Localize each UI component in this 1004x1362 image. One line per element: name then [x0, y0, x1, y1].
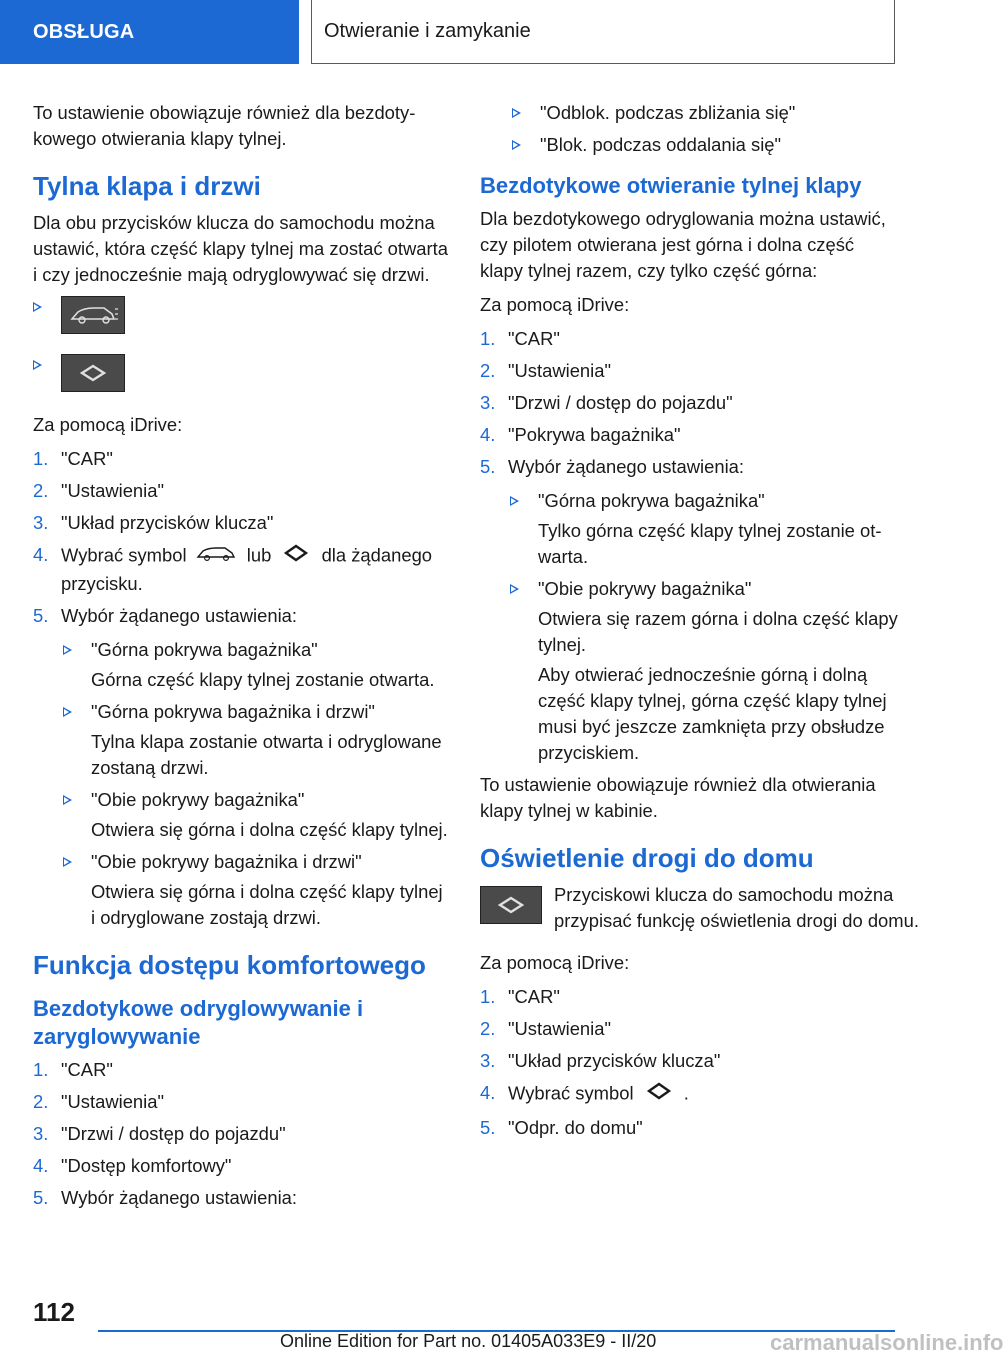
bullet-triangle-icon	[510, 496, 519, 506]
bullet-triangle-icon	[33, 360, 42, 370]
option-item: "Odblok. podczas zbliżania się"	[510, 100, 900, 126]
options-list	[61, 637, 451, 931]
left-column	[33, 100, 451, 1217]
option-item: "Górna pokrywa bagażnika" Górna część klapy tylnej zostanie otwarta.	[61, 637, 451, 693]
bullet-triangle-icon	[512, 108, 521, 118]
heading-keyless-tailgate: Bezdotykowe otwieranie tylnej klapy	[480, 173, 862, 198]
follow-me-home-text: Przyciskowi klucza do samochodu można przypisać funkcję oświetlenia drogi do domu.	[554, 884, 919, 931]
option-item: "Obie pokrywy bagażnika i drzwi" Otwiera się górna i dolna część klapy tylnej i odryglowane zostają drzwi.	[61, 849, 451, 931]
footer-edition: Online Edition for Part no. 01405A033E9 - II/20	[280, 1331, 657, 1351]
right-column	[480, 100, 919, 1147]
list-item: 3. "Drzwi / dostęp do pojazdu"	[480, 392, 733, 413]
idrive-label: Za pomocą iDrive:	[480, 294, 630, 315]
bullet-triangle-icon	[512, 140, 521, 150]
bullet-triangle-icon	[63, 795, 72, 805]
option-diamond-icon	[33, 354, 451, 400]
watermark: carmanualsonline.info	[770, 1330, 1004, 1355]
option-item: "Górna pokrywa bagażnika i drzwi" Tylna klapa zostanie otwarta i odryglowane zostaną drzwi.	[61, 699, 451, 781]
keyless-tailgate-text: Dla bezdotykowego odryglowania można ustawić, czy pilotem otwierana jest górna i dolna część klapy tylnej razem, czy tylko część górna:	[480, 208, 886, 281]
option-item: "Obie pokrywy bagażnika" Otwiera się górna i dolna część klapy tylnej.	[61, 787, 451, 843]
list-item: 2. "Ustawienia"	[480, 1018, 612, 1039]
intro-text: To ustawienie obowiązuje również dla bezdotykowego otwierania klapy tylnej.	[33, 102, 416, 149]
list-item: 5. Wybór żądanego ustawienia:	[33, 1187, 297, 1208]
list-item: 3. "Drzwi / dostęp do pojazdu"	[33, 1123, 286, 1144]
header-section: OBSŁUGA	[0, 0, 299, 64]
list-item: 4. Wybrać symbol .	[480, 1080, 900, 1109]
diamond-icon	[276, 542, 316, 571]
bullet-triangle-icon	[510, 584, 519, 594]
steps-list-home	[480, 984, 900, 1141]
list-item: 2. "Ustawienia"	[33, 480, 165, 501]
list-item: 3. "Układ przycisków klucza"	[33, 512, 274, 533]
tailgate-text: Dla obu przycisków klucza do samochodu można ustawić, która część klapy tylnej ma zostać otwarta i czy jednocześnie mają odryglowywać się drzwi.	[33, 212, 448, 285]
list-item: 5. Wybór żądanego ustawienia: "Górna pokrywa bagażnika" Tylko górna część klapy tylnej zostanie otwarta. "Obie pokrywy bagażnika" Otwiera się razem górna i dolna część klapy tylnej. Aby otwierać jednocześnie górną i dolną część klapy tylnej, górna część klapy tylnej musi być jeszcze zamknięta przy obsłudze przyciskiem.	[480, 454, 900, 766]
car-tailgate-button-icon	[61, 296, 125, 334]
option-item: "Górna pokrywa bagażnika" Tylko górna część klapy tylnej zostanie otwarta.	[508, 488, 900, 570]
bullet-triangle-icon	[33, 302, 42, 312]
list-item: 1. "CAR"	[33, 1059, 113, 1080]
options-list	[508, 488, 900, 766]
steps-list-comfort	[33, 1057, 451, 1211]
bullet-triangle-icon	[63, 707, 72, 717]
heading-tailgate: Tylna klapa i drzwi	[33, 171, 261, 201]
option-item: "Obie pokrywy bagażnika" Otwiera się razem górna i dolna część klapy tylnej. Aby otwierać jednocześnie górną i dolną część klapy tylnej, górna część klapy tylnej musi być jeszcze zamknięta przy obsłudze przyciskiem.	[508, 576, 900, 766]
page-number: 112	[33, 1297, 75, 1327]
key-button-icon	[61, 354, 125, 392]
heading-keyless-lock: Bezdotykowe odryglowywanie i zaryglowywanie	[33, 996, 364, 1049]
list-item: 1. "CAR"	[480, 986, 560, 1007]
bullet-triangle-icon	[63, 857, 72, 867]
steps-list-tailgate	[480, 326, 900, 766]
header-title: Otwieranie i zamykanie	[311, 0, 895, 64]
list-item: 4. "Dostęp komfortowy"	[33, 1155, 232, 1176]
list-item: 5. "Odpr. do domu"	[480, 1117, 643, 1138]
idrive-label: Za pomocą iDrive:	[33, 414, 183, 435]
idrive-label: Za pomocą iDrive:	[480, 952, 630, 973]
list-item: 3. "Układ przycisków klucza"	[480, 1050, 721, 1071]
option-item: "Blok. podczas oddalania się"	[510, 132, 900, 158]
heading-follow-me-home: Oświetlenie drogi do domu	[480, 843, 814, 873]
list-item: 2. "Ustawienia"	[33, 1091, 165, 1112]
list-item: 4. Wybrać symbol lub dla żądanego przycisku.	[33, 544, 433, 594]
options-list-comfort	[510, 100, 900, 158]
cabin-text: To ustawienie obowiązuje również dla otwierania klapy tylnej w kabinie.	[480, 774, 876, 821]
bullet-triangle-icon	[63, 645, 72, 655]
list-item: 1. "CAR"	[33, 448, 113, 469]
list-item: 4. "Pokrywa bagażnika"	[480, 424, 681, 445]
list-item: 2. "Ustawienia"	[480, 360, 612, 381]
key-button-icon	[480, 886, 542, 924]
diamond-icon	[639, 1080, 679, 1109]
list-item: 5. Wybór żądanego ustawienia: "Górna pokrywa bagażnika" Górna część klapy tylnej zostanie otwarta. "Górna pokrywa bagażnika i drzwi" Tylna klapa zostanie otwarta i odryglowane zostaną drzwi. "Obie pokrywy bagażnika" Otwiera się górna i dolna część klapy tylnej. "Obie pokrywy bagażnika i drzwi" Otwiera się górna i dolna część klapy tylnej i odryglowane zostają drzwi.	[33, 603, 451, 931]
heading-comfort-access: Funkcja dostępu komfortowego	[33, 950, 426, 980]
car-tailgate-icon	[192, 542, 242, 571]
list-item: 1. "CAR"	[480, 328, 560, 349]
follow-me-home-block	[480, 882, 932, 942]
option-car-icon	[33, 296, 451, 342]
steps-list	[33, 446, 451, 931]
